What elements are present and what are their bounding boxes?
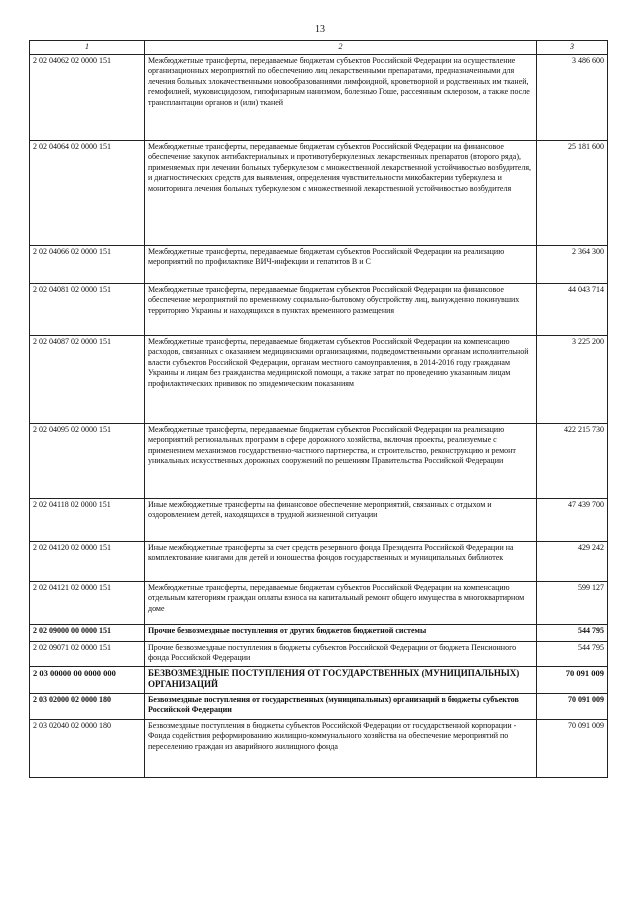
row-description: Межбюджетные трансферты, передаваемые бюджетам субъектов Российской Федерации на компенсацию отдельным категориям граждан оплаты взноса на капитальный ремонт общего имущества в многоквартирном доме	[145, 581, 537, 624]
row-description: Межбюджетные трансферты, передаваемые бюджетам субъектов Российской Федерации на компенсацию расходов, связанных с оказанием медицинскими организациями, подведомственными органам исполнительной власти субъектов Российской Федерации, органам местного самоуправления, в 2014-2016 году гражданам Украины и лицам без гражданства медицинской помощи, а также затрат по проведению указанным лицам профилактических прививок по эпидемическим показаниям	[145, 335, 537, 423]
row-description: Безвозмездные поступления в бюджеты субъектов Российской Федерации от государственной корпорации - Фонда содействия реформированию жилищно-коммунального хозяйства на обеспечение мероприятий по переселению граждан из аварийного жилищного фонда	[145, 719, 537, 777]
table-row	[30, 423, 608, 498]
row-code: 2 03 00000 00 0000 000	[30, 666, 145, 693]
row-code: 2 02 04118 02 0000 151	[30, 498, 145, 541]
row-amount: 2 364 300	[537, 245, 608, 283]
row-code: 2 02 04081 02 0000 151	[30, 283, 145, 335]
table-row	[30, 541, 608, 581]
table-row	[30, 666, 608, 693]
row-description: Межбюджетные трансферты, передаваемые бюджетам субъектов Российской Федерации на реализацию мероприятий региональных программ в сфере дорожного хозяйства, включая проекты, реализуемые с применением механизмов государственно-частного партнерства, и строительство, реконструкцию и ремонт уникальных искусственных дорожных сооружений по решениям Правительства Российской Федерации	[145, 423, 537, 498]
table-row	[30, 283, 608, 335]
row-amount: 599 127	[537, 581, 608, 624]
budget-revenue-table	[29, 40, 608, 778]
row-amount: 422 215 730	[537, 423, 608, 498]
column-header-name: 2	[145, 41, 537, 55]
table-row	[30, 581, 608, 624]
table-row	[30, 693, 608, 719]
row-amount: 25 181 600	[537, 140, 608, 245]
row-code: 2 02 04120 02 0000 151	[30, 541, 145, 581]
row-description: Межбюджетные трансферты, передаваемые бюджетам субъектов Российской Федерации на реализацию мероприятий по профилактике ВИЧ-инфекции и гепатитов В и С	[145, 245, 537, 283]
row-description: Прочие безвозмездные поступления от других бюджетов бюджетной системы	[145, 624, 537, 641]
row-code: 2 02 04095 02 0000 151	[30, 423, 145, 498]
row-description: Межбюджетные трансферты, передаваемые бюджетам субъектов Российской Федерации на финансовое обеспечение мероприятий по временному социально-бытовому обустройству лиц, вынужденно покинувших территорию Украины и находящихся в пунктах временного размещения	[145, 283, 537, 335]
page-number: 13	[315, 24, 325, 35]
table-row	[30, 719, 608, 777]
row-code: 2 03 02040 02 0000 180	[30, 719, 145, 777]
row-amount: 70 091 009	[537, 719, 608, 777]
table-row	[30, 54, 608, 140]
table-row	[30, 498, 608, 541]
table-row	[30, 245, 608, 283]
row-amount: 44 043 714	[537, 283, 608, 335]
row-description: БЕЗВОЗМЕЗДНЫЕ ПОСТУПЛЕНИЯ ОТ ГОСУДАРСТВЕННЫХ (МУНИЦИПАЛЬНЫХ) ОРГАНИЗАЦИЙ	[145, 666, 537, 693]
row-code: 2 02 04064 02 0000 151	[30, 140, 145, 245]
row-description: Межбюджетные трансферты, передаваемые бюджетам субъектов Российской Федерации на финансовое обеспечение закупок антибактериальных и противотуберкулезных лекарственных препаратов (второго ряда), применяемых при лечении больных туберкулезом с множественной лекарственной устойчивостью возбудителя, и диагностических средств для выявления, определения чувствительности микобактерии туберкулеза и мониторинга лечения больных туберкулезом с множественной лекарственной устойчивостью возбудителя	[145, 140, 537, 245]
row-description: Иные межбюджетные трансферты за счет средств резервного фонда Президента Российской Федерации на комплектование книгами для детей и юношества фондов государственных и муниципальных библиотек	[145, 541, 537, 581]
table-row	[30, 624, 608, 641]
row-code: 2 02 09071 02 0000 151	[30, 641, 145, 666]
row-code: 2 02 04066 02 0000 151	[30, 245, 145, 283]
row-amount: 70 091 009	[537, 666, 608, 693]
column-header-amount: 3	[537, 41, 608, 55]
column-header-row	[30, 41, 608, 55]
table-row	[30, 140, 608, 245]
table-row	[30, 641, 608, 666]
row-code: 2 02 04062 02 0000 151	[30, 54, 145, 140]
table-row	[30, 335, 608, 423]
row-amount: 70 091 009	[537, 693, 608, 719]
row-description: Прочие безвозмездные поступления в бюджеты субъектов Российской Федерации от бюджета Пенсионного фонда Российской Федерации	[145, 641, 537, 666]
row-amount: 544 795	[537, 641, 608, 666]
row-code: 2 02 04121 02 0000 151	[30, 581, 145, 624]
row-description: Межбюджетные трансферты, передаваемые бюджетам субъектов Российской Федерации на осуществление организационных мероприятий по обеспечению лиц лекарственными препаратами, предназначенными для лечения больных злокачественными новообразованиями лимфоидной, кроветворной и родственных им тканей, гемофилией, муковисцидозом, гипофизарным нанизмом, болезнью Гоше, рассеянным склерозом, а также после трансплантации органов и (или) тканей	[145, 54, 537, 140]
row-code: 2 02 04087 02 0000 151	[30, 335, 145, 423]
row-description: Безвозмездные поступления от государственных (муниципальных) организаций в бюджеты субъектов Российской Федерации	[145, 693, 537, 719]
row-amount: 3 225 200	[537, 335, 608, 423]
row-code: 2 03 02000 02 0000 180	[30, 693, 145, 719]
row-amount: 3 486 600	[537, 54, 608, 140]
row-description: Иные межбюджетные трансферты на финансовое обеспечение мероприятий, связанных с отдыхом и оздоровлением детей, находящихся в трудной жизненной ситуации	[145, 498, 537, 541]
row-amount: 47 439 700	[537, 498, 608, 541]
row-amount: 429 242	[537, 541, 608, 581]
row-amount: 544 795	[537, 624, 608, 641]
column-header-code: 1	[30, 41, 145, 55]
row-code: 2 02 09000 00 0000 151	[30, 624, 145, 641]
